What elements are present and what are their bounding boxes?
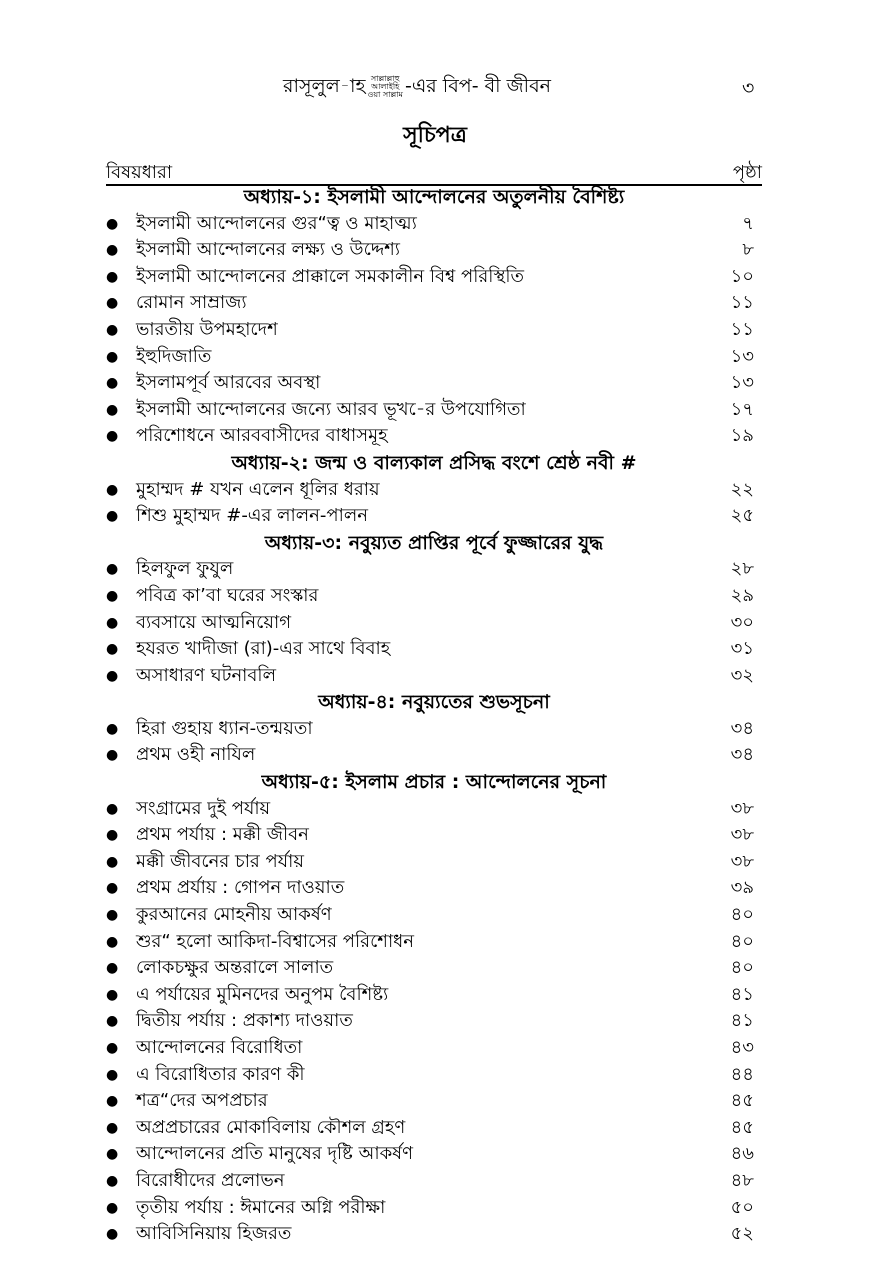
toc-entry-page: ৭ xyxy=(742,212,754,234)
honorific-ligature xyxy=(367,75,403,99)
toc-entry-page: ৪০ xyxy=(730,957,754,979)
bullet-icon: ● xyxy=(106,1146,119,1163)
toc-entry xyxy=(106,1008,762,1035)
toc-entry-page: ১০ xyxy=(730,265,754,287)
toc-entry xyxy=(106,929,762,956)
toc-entry xyxy=(106,663,762,690)
toc-entry-title: দ্বিতীয় পর্যায় : প্রকাশ্য দাওয়াত xyxy=(136,1010,353,1032)
toc-entry-page: ৪০ xyxy=(730,930,754,952)
toc-entry-page: ৫২ xyxy=(730,1223,754,1245)
toc-entry-title: এ পর্যায়ের মুমিনদের অনুপম বৈশিষ্ট্য xyxy=(136,983,389,1005)
toc-entry-title: কুরআনের মোহনীয় আকর্ষণ xyxy=(136,904,332,926)
bullet-icon: ● xyxy=(106,1093,119,1110)
toc-entry-page: ৮ xyxy=(742,239,754,261)
toc-entry xyxy=(106,397,762,424)
toc-entry xyxy=(106,370,762,397)
toc-entry xyxy=(106,503,762,530)
toc-entry xyxy=(106,344,762,371)
bullet-icon: ● xyxy=(106,295,119,312)
toc-entry xyxy=(106,1115,762,1142)
toc-entry-page: ৪৫ xyxy=(730,1116,754,1138)
toc-entry-title: সংগ্রামের দুই পর্যায় xyxy=(136,797,271,819)
table-of-contents xyxy=(106,184,762,1248)
toc-entry-page: ৫০ xyxy=(730,1196,754,1218)
bullet-icon: ● xyxy=(106,1040,119,1056)
toc-entry-title: ইসলামপূর্ব আরবের অবস্থা xyxy=(136,372,321,394)
bullet-icon: ● xyxy=(106,747,119,764)
running-head-title xyxy=(283,72,551,104)
toc-entry xyxy=(106,796,762,823)
bullet-icon: ● xyxy=(106,348,119,365)
toc-entry-page: ১৯ xyxy=(730,425,754,447)
toc-entry-page: ৪৬ xyxy=(730,1143,754,1165)
toc-entry-title: মুহাম্মদ # যখন এলেন ধূলির ধরায় xyxy=(136,478,380,500)
running-head-title-after: -এর বিপ- বী জীবন xyxy=(404,75,551,97)
bullet-icon: ● xyxy=(106,242,119,259)
toc-entry-title: অপ্রপ্রচারের মোকাবিলায় কৌশল গ্রহণ xyxy=(136,1116,406,1138)
toc-entry-title: আন্দোলনের প্রতি মানুষের দৃষ্টি আকর্ষণ xyxy=(136,1143,413,1165)
toc-entry-page: ৩৮ xyxy=(730,824,754,846)
toc-entry xyxy=(106,477,762,504)
toc-entry xyxy=(106,1088,762,1115)
bullet-icon: ● xyxy=(106,1013,119,1030)
honorific-line-2: আলাইহি xyxy=(371,81,400,91)
running-head xyxy=(0,68,870,108)
toc-entry xyxy=(106,849,762,876)
running-head-title-before: রাসূলুল-াহ xyxy=(283,75,366,97)
toc-entry xyxy=(106,583,762,610)
toc-entry xyxy=(106,1221,762,1248)
toc-entry-title: হযরত খাদীজা (রা)-এর সাথে বিবাহ xyxy=(136,638,391,660)
toc-entry-page: ৩১ xyxy=(730,638,754,660)
toc-entry-page: ৩৪ xyxy=(730,744,754,766)
bullet-icon: ● xyxy=(106,428,119,445)
toc-entry xyxy=(106,290,762,317)
toc-entry-title: শিশু মুহাম্মদ #-এর লালন-পালন xyxy=(136,505,369,527)
toc-entry xyxy=(106,423,762,450)
toc-entry xyxy=(106,716,762,743)
toc-entry-title: শত্র“দের অপপ্রচার xyxy=(136,1090,268,1112)
bullet-icon: ● xyxy=(106,800,119,817)
bullet-icon: ● xyxy=(106,587,119,604)
toc-entry xyxy=(106,237,762,264)
bullet-icon: ● xyxy=(106,853,119,870)
bullet-icon: ● xyxy=(106,481,119,498)
toc-entry-page: ৩৯ xyxy=(730,877,754,899)
toc-entry-title: হিলফুল ফুযুল xyxy=(136,558,234,580)
toc-entry-title: প্রথম পর্যায় : মক্কী জীবন xyxy=(136,824,309,846)
bullet-icon: ● xyxy=(106,614,119,631)
chapter-heading: অধ্যায়-৪: নবুয়্যতের শুভসূচনা xyxy=(318,691,550,714)
toc-entry xyxy=(106,1168,762,1195)
toc-entry-title: পবিত্র কা’বা ঘরের সংস্কার xyxy=(136,584,319,606)
toc-entry-page: ১১ xyxy=(730,318,754,340)
toc-entry-title: লোকচক্ষুর অন্তরালে সালাত xyxy=(136,957,334,979)
bullet-icon: ● xyxy=(106,667,119,684)
toc-entry xyxy=(106,317,762,344)
toc-entry-page: ২২ xyxy=(730,478,754,500)
toc-entry-title: পরিশোধনে আরববাসীদের বাধাসমূহ xyxy=(136,425,388,447)
toc-entry xyxy=(106,902,762,929)
toc-entry-page: ৪৫ xyxy=(730,1090,754,1112)
toc-entry-title: ব্যবসায়ে আত্মনিয়োগ xyxy=(136,611,292,633)
toc-entry-title: তৃতীয় পর্যায় : ঈমানের অগ্নি পরীক্ষা xyxy=(136,1196,386,1218)
toc-entry xyxy=(106,556,762,583)
bullet-icon: ● xyxy=(106,375,119,392)
toc-entry-title: প্রথম প্রর্যায় : গোপন দাওয়াত xyxy=(136,877,345,899)
honorific-line-3: ওয়া সাল্লাম xyxy=(367,89,403,99)
toc-entry-page: ৩৮ xyxy=(730,797,754,819)
toc-entry-page: ৪০ xyxy=(730,904,754,926)
toc-entry-title: ইসলামী আন্দোলনের গুর“ত্ব ও মাহাত্ম্য xyxy=(136,212,417,234)
toc-entry-title: রোমান সাম্রাজ্য xyxy=(136,292,247,314)
bullet-icon: ● xyxy=(106,561,119,578)
toc-entry xyxy=(106,1141,762,1168)
toc-entry xyxy=(106,982,762,1009)
toc-entry xyxy=(106,955,762,982)
toc-entry-page: ৪৮ xyxy=(730,1169,754,1191)
toc-entry xyxy=(106,822,762,849)
toc-entry-title: বিরোধীদের প্রলোভন xyxy=(136,1169,285,1191)
bullet-icon: ● xyxy=(106,720,119,737)
toc-entry-page: ১৭ xyxy=(730,398,754,420)
toc-entry-title: ইহুদিজাতি xyxy=(136,345,212,367)
toc-entry-page: ১৩ xyxy=(730,345,754,367)
toc-entry-title: শুর“ হলো আকিদা-বিশ্বাসের পরিশোধন xyxy=(136,930,415,952)
bullet-icon: ● xyxy=(106,401,119,418)
bullet-icon: ● xyxy=(106,1226,119,1243)
toc-entry-page: ৪১ xyxy=(730,1010,754,1032)
toc-entry-title: ভারতীয় উপমহাদেশ xyxy=(136,318,278,340)
bullet-icon: ● xyxy=(106,880,119,897)
bullet-icon: ● xyxy=(106,827,119,844)
toc-entry-title: আবিসিনিয়ায় হিজরত xyxy=(136,1223,292,1245)
chapter-heading: অধ্যায়-২: জন্ম ও বাল্যকাল প্রসিদ্ধ বংশে শ্রেষ্ঠ নবী # xyxy=(231,451,637,474)
toc-entry-page: ৪৩ xyxy=(730,1037,754,1058)
toc-entry xyxy=(106,742,762,769)
bullet-icon: ● xyxy=(106,1199,119,1216)
toc-entry-title: আন্দোলনের বিরোধিতা xyxy=(136,1037,303,1058)
toc-entry xyxy=(106,211,762,238)
toc-entry-page: ৩০ xyxy=(730,611,754,633)
toc-entry-page: ৩৮ xyxy=(730,850,754,872)
column-header xyxy=(106,158,762,186)
bullet-icon: ● xyxy=(106,933,119,950)
chapter-heading: অধ্যায়-৩: নবুয়্যত প্রাপ্তির পূর্বে ফুজ্জারের যুদ্ধ xyxy=(264,531,604,554)
column-header-page: পৃষ্ঠা xyxy=(732,162,762,183)
page-number: ৩ xyxy=(742,77,755,99)
toc-entry xyxy=(106,1062,762,1089)
toc-entry-page: ৪৪ xyxy=(730,1063,754,1085)
toc-entry-title: অসাধারণ ঘটনাবলি xyxy=(136,664,276,686)
bullet-icon: ● xyxy=(106,321,119,338)
toc-entry-title: হিরা গুহায় ধ্যান-তন্ময়তা xyxy=(136,717,313,739)
toc-entry xyxy=(106,1035,762,1062)
bullet-icon: ● xyxy=(106,268,119,285)
toc-entry-page: ৪১ xyxy=(730,983,754,1005)
bullet-icon: ● xyxy=(106,986,119,1003)
bullet-icon: ● xyxy=(106,215,119,232)
toc-entry-title: ইসলামী আন্দোলনের লক্ষ্য ও উদ্দেশ্য xyxy=(136,239,401,261)
toc-entry-page: ২৮ xyxy=(730,558,754,580)
bullet-icon: ● xyxy=(106,508,119,525)
bullet-icon: ● xyxy=(106,1172,119,1189)
toc-entry xyxy=(106,264,762,291)
bullet-icon: ● xyxy=(106,1066,119,1083)
toc-entry xyxy=(106,636,762,663)
bullet-icon: ● xyxy=(106,960,119,977)
bullet-icon: ● xyxy=(106,1119,119,1136)
toc-entry-title: মক্কী জীবনের চার পর্যায় xyxy=(136,850,304,872)
toc-entry-page: ৩৪ xyxy=(730,717,754,739)
column-header-topics: বিষয়ধারা xyxy=(106,162,173,183)
toc-entry-title: প্রথম ওহী নাযিল xyxy=(136,744,256,766)
toc-entry-page: ১৩ xyxy=(730,372,754,394)
toc-entry-page: ১১ xyxy=(730,292,754,314)
toc-entry-page: ২৯ xyxy=(730,584,754,606)
bullet-icon: ● xyxy=(106,907,119,924)
toc-entry-title: ইসলামী আন্দোলনের প্রাক্কালে সমকালীন বিশ্ব পরিস্থিতি xyxy=(136,265,525,287)
toc-entry xyxy=(106,875,762,902)
chapter-heading: অধ্যায়-১: ইসলামী আন্দোলনের অতুলনীয় বৈশিষ্ট্য xyxy=(243,186,625,208)
chapter-heading: অধ্যায়-৫: ইসলাম প্রচার : আন্দোলনের সূচনা xyxy=(261,771,607,794)
toc-entry-title: এ বিরোধিতার কারণ কী xyxy=(136,1063,305,1085)
toc-entry-page: ৩২ xyxy=(730,664,754,686)
toc-entry xyxy=(106,1195,762,1222)
toc-entry xyxy=(106,610,762,637)
bullet-icon: ● xyxy=(106,641,119,658)
honorific-line-1: সাল্লাল্লাহু xyxy=(370,73,400,83)
toc-title: সূচিপত্র xyxy=(403,123,467,148)
toc-entry-page: ২৫ xyxy=(730,505,754,527)
toc-entry-title: ইসলামী আন্দোলনের জন্যে আরব ভূখ-ের উপযোগিতা xyxy=(136,398,526,420)
